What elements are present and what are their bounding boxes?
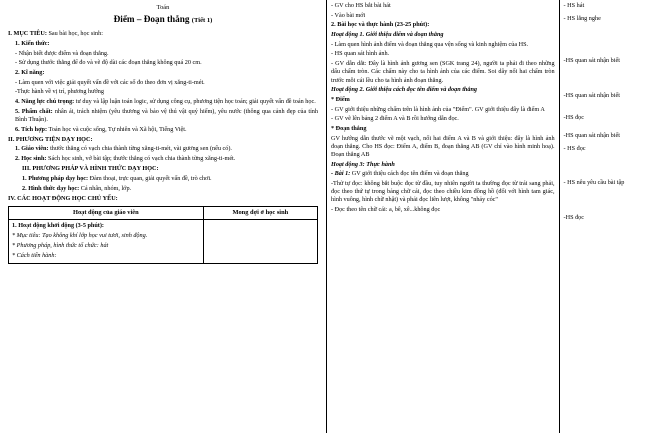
side-line-6: - HS đọc <box>563 145 586 153</box>
tich-hop-block <box>8 126 318 134</box>
table-cell-student <box>203 220 317 264</box>
table-row <box>9 220 318 264</box>
lesson-number: (Tiết 1) <box>191 17 213 25</box>
hoc-sinh-text: Sách học sinh, vở bài tập; thước thẳng có vạch chia thành từng xăng-ti-mét. <box>46 155 236 163</box>
section-phuong-phap-heading: III. PHƯƠNG PHÁP VÀ HÌNH THỨC DẠY HỌC: <box>22 165 159 173</box>
right-teacher-cell <box>327 0 560 433</box>
right-line-10: - GV vẽ lên bảng 2 điểm A và B rồi hướng dẫn đọc. <box>331 115 459 123</box>
giao-vien-block <box>8 145 318 153</box>
pham-chat-text: nhân ái, trách nhiệm (yêu thương và bảo vệ thú vật quý hiếm), yêu nước (thông qua cảnh đẹp của tỉnh Bình Thuận). <box>15 107 318 123</box>
right-line-7: Hoạt động 2. Giới thiệu cách đọc tên điểm và đoạn thẳng <box>331 86 477 94</box>
giao-vien-heading: 1. Giáo viên: <box>15 145 49 153</box>
phuong-phap-heading: 1. Phương pháp dạy học: <box>22 174 89 182</box>
right-line-13: Hoạt động 3: Thực hành <box>331 160 395 168</box>
column-header-student: Mong đợi ở học sinh <box>203 207 317 220</box>
phuong-phap-block <box>8 175 318 183</box>
right-line-12: GV hướng dẫn thước vẽ một vạch, nối hai điểm A và B và giới thiệu: đây là hình ảnh đoạn thẳng. Cho HS đọc: Điểm A, điểm B, đoạn thẳng AB (GV chỉ vào hình minh hoạ). Đoạn thẳng AB <box>331 134 555 158</box>
activity-steps: * Cách tiến hành: <box>12 251 57 259</box>
lesson-title: Điểm – Đoạn thẳng <box>113 14 190 25</box>
hinh-thuc-text: Cá nhân, nhóm, lớp. <box>79 184 132 192</box>
ki-nang-heading: 2. Kĩ năng: <box>15 68 45 76</box>
right-line-17: - Đọc theo tên chữ cái: a, bê, xê...không đọc <box>331 206 441 214</box>
section-muc-tieu <box>8 30 318 38</box>
right-student-cell <box>560 0 650 433</box>
side-line-8: -HS đọc <box>563 213 584 221</box>
kien-thuc-item-1: - Sử dụng thước thẳng để đo và vẽ độ dài các đoạn thẳng không quá 20 cm. <box>15 59 202 67</box>
right-activity-table <box>327 0 650 433</box>
right-line-3: Hoạt động 1. Giới thiệu điểm và đoạn thẳng <box>331 31 444 39</box>
side-line-1: - HS lắng nghe <box>563 15 601 23</box>
table-cell-teacher <box>9 220 204 264</box>
pham-chat-heading: 5. Phẩm chất: <box>15 107 53 115</box>
page-title <box>8 13 318 26</box>
hinh-thuc-block <box>8 185 318 193</box>
activity-table <box>8 206 318 264</box>
right-line-14-block <box>331 170 555 178</box>
right-line-2: 2. Bài học và thực hành (23-25 phút): <box>331 21 430 29</box>
right-line-1: - Vào bài mới <box>331 11 366 19</box>
right-column <box>326 0 650 433</box>
side-line-7: - HS nêu yêu cầu bài tập <box>563 179 625 187</box>
section-muc-tieu-lead: Sau bài học, học sinh: <box>48 30 103 38</box>
tich-hop-text: Toán học và cuộc sống, Tự nhiên và Xã hội, Tiếng Việt. <box>47 125 187 133</box>
table-header-row <box>9 207 318 220</box>
phuong-phap-text: Đàm thoại, trực quan, giải quyết vấn đề, trò chơi. <box>88 174 212 182</box>
column-header-teacher: Hoạt động của giáo viên <box>9 207 204 220</box>
side-line-4: -HS đọc <box>563 113 584 121</box>
activity-title: 1. Hoạt động khởi động (3-5 phút): <box>12 222 104 230</box>
activity-goal: * Mục tiêu: Tạo không khí lớp học vui tươi, sinh động. <box>12 232 148 240</box>
kien-thuc-heading: 1. Kiến thức: <box>15 39 50 47</box>
right-line-11: * Đoạn thẳng <box>331 124 367 132</box>
ki-nang-item-1: -Thực hành về vị trí, phương hướng <box>15 88 104 96</box>
hinh-thuc-heading: 2. Hình thức dạy học: <box>22 184 80 192</box>
right-line-16: -Thử tự đọc: không bắt buộc đọc từ đầu, tuy nhiên người ta thường đọc từ trái sang phải, đọc theo thứ tự trong bảng chữ cái, đọc theo chiều kim đồng hồ (đối với hình tam giác, hình vuông, hình chữ nhật) và phải đọc liên lượt, không "nhảy cóc" <box>331 180 555 204</box>
right-line-15: GV giới thiệu cách đọc tên điểm và đoạn thẳng <box>350 170 469 178</box>
right-line-9: - GV giới thiệu những chấm trên là hình ảnh của "Điểm". GV giới thiệu đây là điểm A <box>331 105 545 113</box>
section-phuong-tien-heading: II. PHƯƠNG TIỆN DẠY HỌC: <box>8 135 93 143</box>
side-line-0: - HS hát <box>563 2 585 9</box>
hoc-sinh-heading: 2. Học sinh: <box>15 155 47 163</box>
section-hoat-dong-heading: IV. CÁC HOẠT ĐỘNG HỌC CHỦ YẾU: <box>8 194 118 202</box>
right-line-8: * Điểm <box>331 95 350 103</box>
side-line-3: -HS quan sát nhận biết <box>563 91 620 99</box>
right-line-6: - GV dẫn dắt: Đây là hình ảnh gương sen (SGK trang 24), người ta phải đi theo những dấu chấm tròn. Các chấm này cho ta hình ảnh của các điểm. Soi dây nối hai chấm tròn trước mỗi cái lều cho ta hình ảnh đoạn thẳng. <box>331 60 555 84</box>
side-line-5: -HS quan sát nhận biết <box>563 131 620 139</box>
ki-nang-item-0: - Làm quen với việc giải quyết vấn đề với các số đo theo đơn vị xăng-ti-mét. <box>15 78 205 86</box>
nang-luc-heading: 4. Năng lực chú trọng: <box>15 97 75 105</box>
right-line-0: - GV cho HS bắt bài hát <box>331 2 391 9</box>
nang-luc-block <box>8 98 318 106</box>
section-muc-tieu-heading: I. MỤC TIÊU: <box>8 30 47 38</box>
tich-hop-heading: 6. Tích hợp: <box>15 125 48 133</box>
right-line-4: - Làm quen hình ảnh điểm và đoạn thẳng qua vện sống và kinh nghiệm của HS. <box>331 40 529 48</box>
activity-method: * Phương pháp, hình thức tổ chức: hát <box>12 241 109 249</box>
hoc-sinh-block <box>8 155 318 163</box>
subject-label: Toán <box>156 4 170 11</box>
giao-vien-text: thước thẳng có vạch chia thành từng xăng-ti-mét, vài gương sen (nếu có). <box>48 145 232 153</box>
side-line-2: -HS quan sát nhận biết <box>563 57 620 65</box>
right-line-14: - Bài 1: <box>331 170 351 178</box>
nang-luc-text: tư duy và lập luận toán logic, sử dụng công cụ, phương tiện học toán; giải quyết vấn đề toán học. <box>74 97 316 105</box>
pham-chat-block <box>8 108 318 124</box>
kien-thuc-item-0: - Nhận biết được điểm và đoạn thẳng. <box>15 49 109 57</box>
right-line-5: - HS quan sát hình ảnh. <box>331 50 390 58</box>
